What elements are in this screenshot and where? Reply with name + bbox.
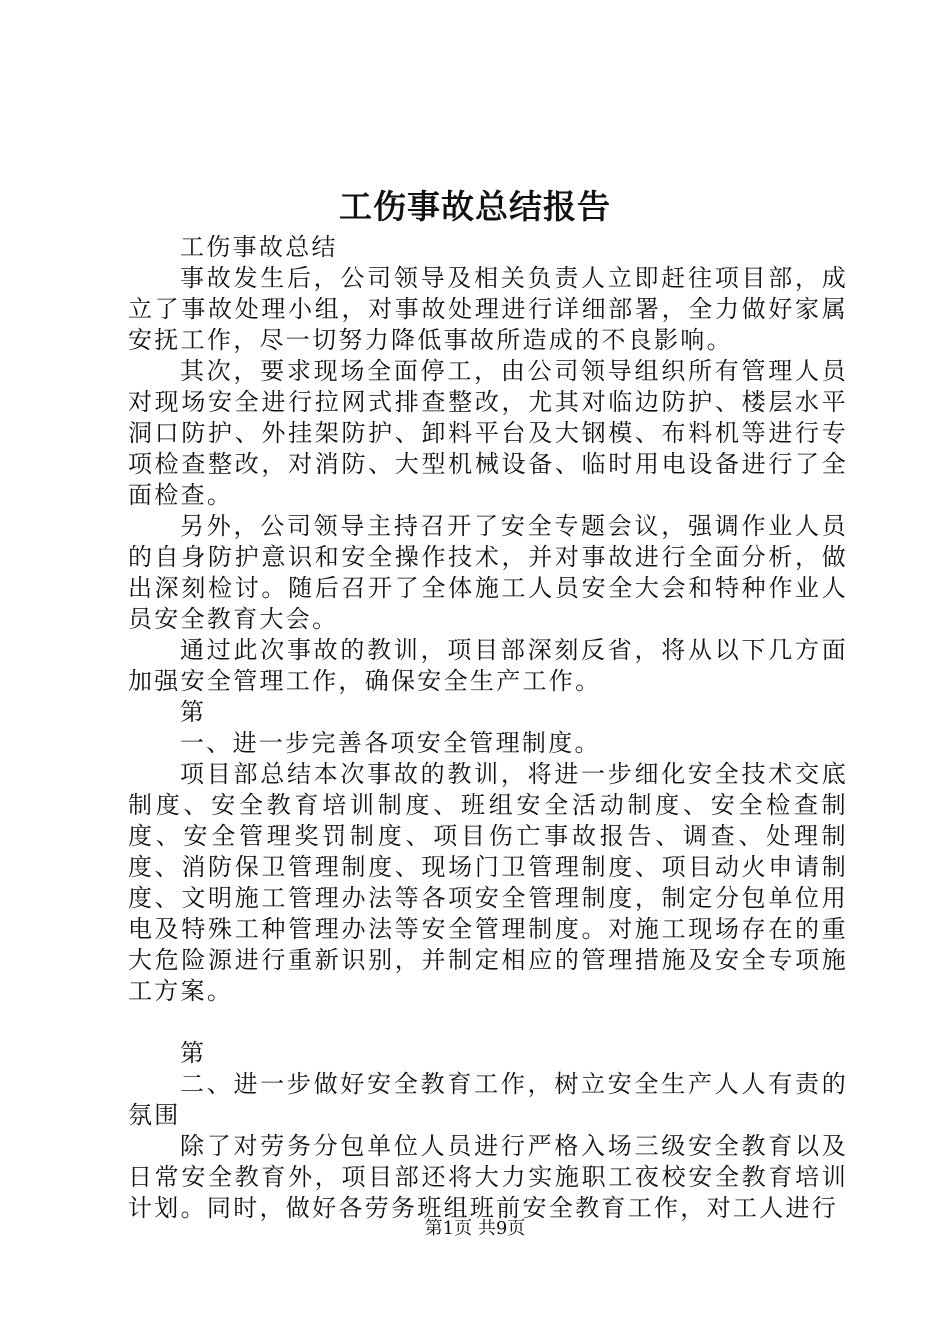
- paragraph-spacer: [128, 1007, 848, 1038]
- paragraph-section-marker-2: 第: [180, 1039, 207, 1067]
- document-title: 工伤事故总结报告: [339, 187, 611, 226]
- paragraph-section-marker-1: 第: [180, 698, 207, 726]
- paragraph-inspection: 其次，要求现场全面停工，由公司领导组织所有管理人员对现场安全进行拉网式排查整改，尤其对临边防护、楼层水平洞口防护、外挂架防护、卸料平台及大钢模、布料机等进行专项检查整改，对消防、大型机械设备、临时用电设备进行了全面检查。: [128, 357, 848, 509]
- paragraph-section-1-heading: 一、进一步完善各项安全管理制度。: [180, 729, 601, 757]
- paragraph-response: 事故发生后，公司领导及相关负责人立即赶往项目部，成立了事故处理小组，对事故处理进行详细部署，全力做好家属安抚工作，尽一切努力降低事故所造成的不良影响。: [128, 264, 848, 354]
- paragraph-section-2-body: 除了对劳务分包单位人员进行严格入场三级安全教育以及日常安全教育外，项目部还将大力实施职工夜校安全教育培训计划。同时，做好各劳务班组班前安全教育工作，对工人进行: [128, 1132, 848, 1222]
- page-number-footer: 第1页 共9页: [424, 1218, 526, 1239]
- paragraph-heading: 工伤事故总结: [180, 233, 338, 261]
- paragraph-section-2-heading: 二、进一步做好安全教育工作，树立安全生产人人有责的氛围: [128, 1070, 848, 1129]
- document-body: [128, 232, 848, 1224]
- paragraph-meeting: 另外，公司领导主持召开了安全专题会议，强调作业人员的自身防护意识和安全操作技术，并对事故进行全面分析，做出深刻检讨。随后召开了全体施工人员安全大会和特种作业人员安全教育大会。: [128, 512, 848, 633]
- paragraph-lessons: 通过此次事故的教训，项目部深刻反省，将从以下几方面加强安全管理工作，确保安全生产工作。: [128, 636, 848, 695]
- paragraph-section-1-body: 项目部总结本次事故的教训，将进一步细化安全技术交底制度、安全教育培训制度、班组安全活动制度、安全检查制度、安全管理奖罚制度、项目伤亡事故报告、调查、处理制度、消防保卫管理制度、现场门卫管理制度、项目动火申请制度、文明施工管理办法等各项安全管理制度，制定分包单位用电及特殊工种管理办法等安全管理制度。对施工现场存在的重大危险源进行重新识别，并制定相应的管理措施及安全专项施工方案。: [128, 760, 848, 1005]
